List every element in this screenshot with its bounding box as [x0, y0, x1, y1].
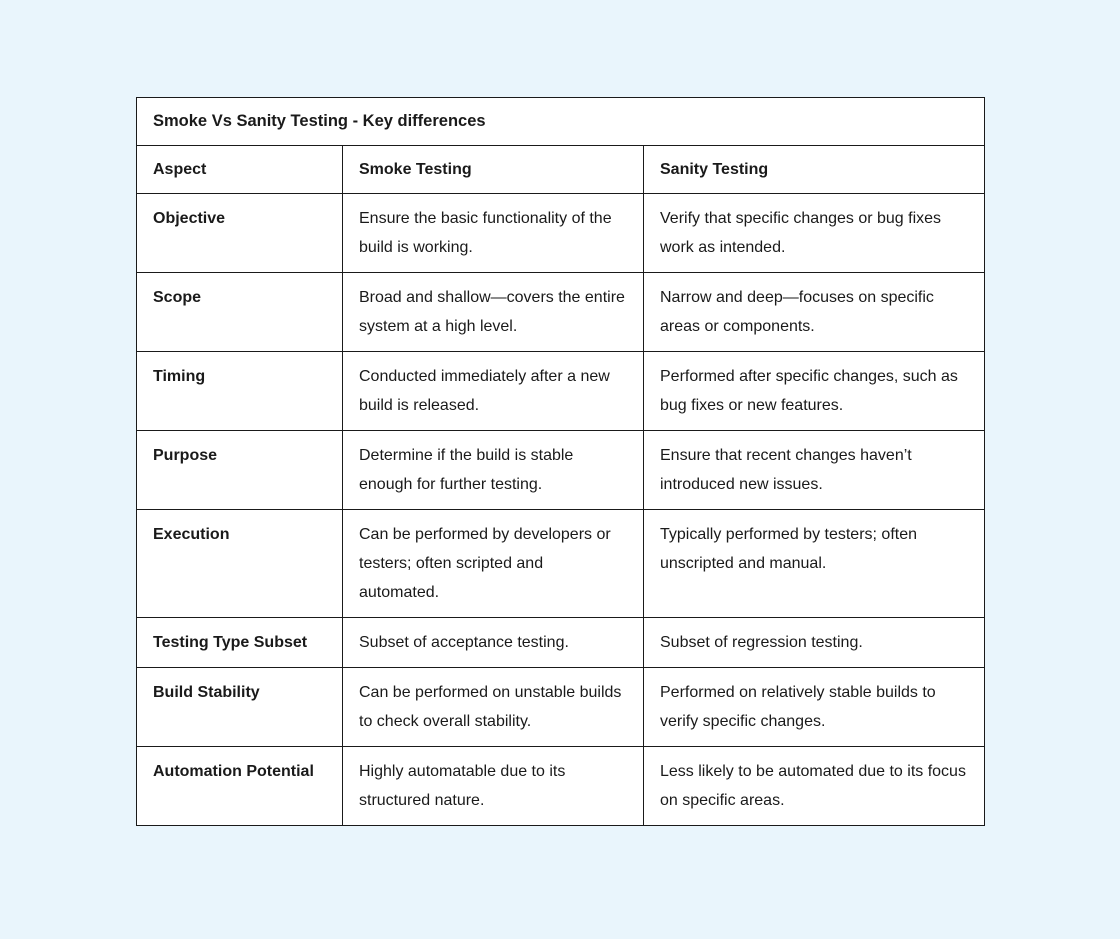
smoke-cell: Ensure the basic functionality of the build is working. — [343, 194, 644, 273]
smoke-cell: Can be performed on unstable builds to check overall stability. — [343, 668, 644, 747]
column-header-aspect: Aspect — [137, 146, 343, 194]
sanity-cell: Ensure that recent changes haven’t introduced new issues. — [644, 431, 985, 510]
column-header-smoke-testing: Smoke Testing — [343, 146, 644, 194]
table-head — [137, 98, 985, 194]
comparison-table — [136, 97, 985, 826]
aspect-cell: Execution — [137, 510, 343, 618]
sanity-cell: Typically performed by testers; often unscripted and manual. — [644, 510, 985, 618]
table-title: Smoke Vs Sanity Testing - Key differences — [137, 98, 985, 146]
table-row — [137, 194, 985, 273]
table-row — [137, 273, 985, 352]
table-row — [137, 510, 985, 618]
smoke-cell: Can be performed by developers or testers; often scripted and automated. — [343, 510, 644, 618]
aspect-cell: Testing Type Subset — [137, 618, 343, 668]
aspect-cell: Timing — [137, 352, 343, 431]
table-row — [137, 668, 985, 747]
table-row — [137, 431, 985, 510]
sanity-cell: Performed on relatively stable builds to verify specific changes. — [644, 668, 985, 747]
table-header-row — [137, 146, 985, 194]
sanity-cell: Subset of regression testing. — [644, 618, 985, 668]
sanity-cell: Less likely to be automated due to its focus on specific areas. — [644, 747, 985, 826]
table-row — [137, 747, 985, 826]
smoke-cell: Conducted immediately after a new build is released. — [343, 352, 644, 431]
column-header-sanity-testing: Sanity Testing — [644, 146, 985, 194]
sanity-cell: Performed after specific changes, such as bug fixes or new features. — [644, 352, 985, 431]
table-body — [137, 194, 985, 826]
smoke-cell: Determine if the build is stable enough for further testing. — [343, 431, 644, 510]
table-title-row — [137, 98, 985, 146]
smoke-cell: Highly automatable due to its structured nature. — [343, 747, 644, 826]
smoke-cell: Broad and shallow—covers the entire system at a high level. — [343, 273, 644, 352]
sanity-cell: Narrow and deep—focuses on specific areas or components. — [644, 273, 985, 352]
aspect-cell: Scope — [137, 273, 343, 352]
table-row — [137, 618, 985, 668]
smoke-cell: Subset of acceptance testing. — [343, 618, 644, 668]
aspect-cell: Automation Potential — [137, 747, 343, 826]
sanity-cell: Verify that specific changes or bug fixes work as intended. — [644, 194, 985, 273]
aspect-cell: Objective — [137, 194, 343, 273]
aspect-cell: Build Stability — [137, 668, 343, 747]
table-row — [137, 352, 985, 431]
aspect-cell: Purpose — [137, 431, 343, 510]
